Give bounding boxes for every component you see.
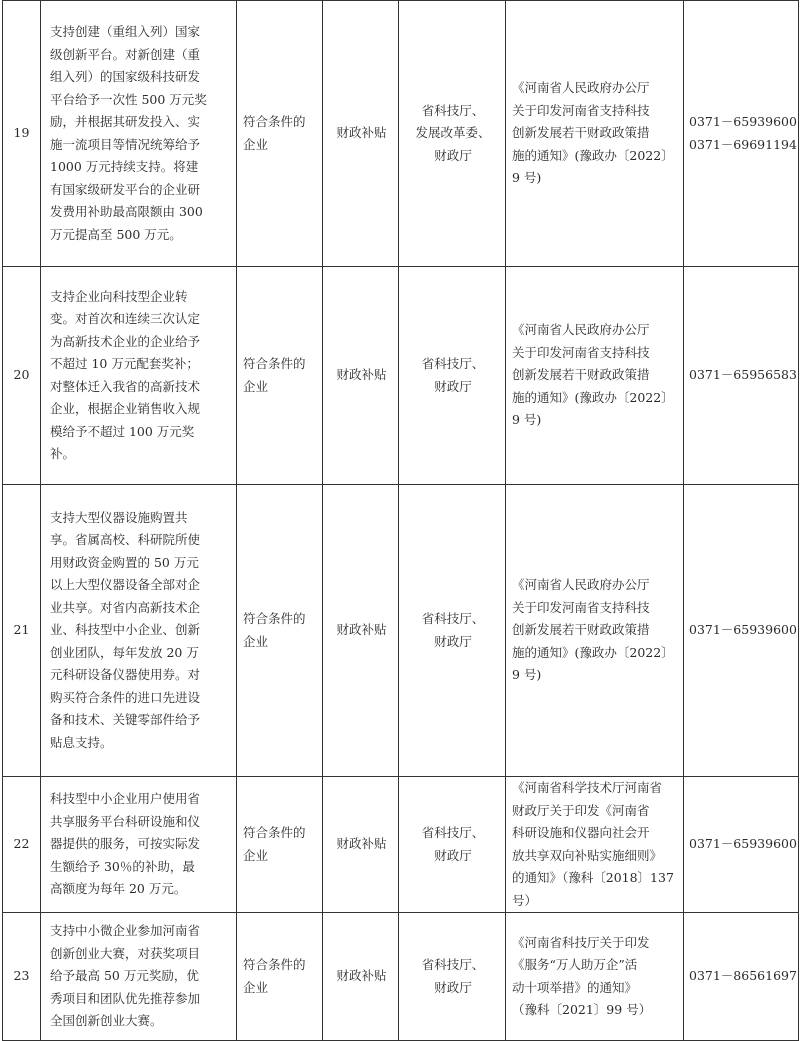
policy-basis: 《河南省人民政府办公厅 关于印发河南省支持科技 创新发展若干财政政策措 施的通知》(豫政办〔2022〕 9 号) <box>506 485 684 777</box>
support-method: 财政补贴 <box>323 267 399 485</box>
policy-content: 支持大型仪器设施购置共 享。省属高校、科研院所使 用财政资金购置的 50 万元 以上大型仪器设备全部对企 业共享。对省内高新技术企 业、科技型中小企业、创新 创业团队，每年发放 20 万 元科研设备仪器使用券。对 购买符合条件的进口先进设 备和技术、关键零部件给予 贴息支持。 <box>41 485 237 777</box>
row-number: 22 <box>3 777 41 913</box>
contact-phone: 0371－65939600 <box>684 777 799 913</box>
target-audience: 符合条件的 企业 <box>237 913 323 1041</box>
policy-basis: 《河南省人民政府办公厅 关于印发河南省支持科技 创新发展若干财政政策措 施的通知》(豫政办〔2022〕 9 号) <box>506 1 684 267</box>
support-method: 财政补贴 <box>323 1 399 267</box>
contact-phone: 0371－65939600 <box>684 485 799 777</box>
contact-phone: 0371－65956583 <box>684 267 799 485</box>
policy-basis: 《河南省科技厅关于印发 《服务“万人助万企”活 动十项举措》的通知》 （豫科〔2021〕99 号） <box>506 913 684 1041</box>
table-row <box>3 1 799 267</box>
department: 省科技厅、 财政厅 <box>399 913 506 1041</box>
policy-content: 支持企业向科技型企业转 变。对首次和连续三次认定 为高新技术企业的企业给予 不超过 10 万元配套奖补； 对整体迁入我省的高新技术 企业，根据企业销售收入规 模给予不超过 100 万元奖 补。 <box>41 267 237 485</box>
target-audience: 符合条件的 企业 <box>237 267 323 485</box>
target-audience: 符合条件的 企业 <box>237 1 323 267</box>
row-number: 23 <box>3 913 41 1041</box>
row-number: 21 <box>3 485 41 777</box>
policy-content: 支持中小微企业参加河南省 创新创业大赛，对获奖项目 给予最高 50 万元奖励，优 秀项目和团队优先推荐参加 全国创新创业大赛。 <box>41 913 237 1041</box>
department: 省科技厅、 财政厅 <box>399 267 506 485</box>
support-method: 财政补贴 <box>323 913 399 1041</box>
table-row <box>3 267 799 485</box>
target-audience: 符合条件的 企业 <box>237 485 323 777</box>
department: 省科技厅、 财政厅 <box>399 485 506 777</box>
policy-content: 支持创建（重组入列）国家 级创新平台。对新创建（重 组入列）的国家级科技研发 平台给予一次性 500 万元奖 励，并根据其研发投入、实 施一流项目等情况统筹给予 1000 万元持续支持。将建 有国家级研发平台的企业研 发费用补助最高限额由 300 万元提高至 500 万元。 <box>41 1 237 267</box>
support-method: 财政补贴 <box>323 777 399 913</box>
table-row <box>3 485 799 777</box>
policy-basis: 《河南省科学技术厅河南省 财政厅关于印发《河南省 科研设施和仪器向社会开 放共享双向补贴实施细则》 的通知》（豫科〔2018〕137 号） <box>506 777 684 913</box>
support-method: 财政补贴 <box>323 485 399 777</box>
table-row <box>3 777 799 913</box>
department: 省科技厅、 财政厅 <box>399 777 506 913</box>
policy-basis: 《河南省人民政府办公厅 关于印发河南省支持科技 创新发展若干财政政策措 施的通知》(豫政办〔2022〕 9 号) <box>506 267 684 485</box>
contact-phone: 0371－86561697 <box>684 913 799 1041</box>
target-audience: 符合条件的 企业 <box>237 777 323 913</box>
department: 省科技厅、 发展改革委、 财政厅 <box>399 1 506 267</box>
row-number: 19 <box>3 1 41 267</box>
policy-content: 科技型中小企业用户使用省 共享服务平台科研设施和仪 器提供的服务，可按实际发 生额给予 30％的补助，最 高额度为每年 20 万元。 <box>41 777 237 913</box>
contact-phone: 0371－65939600 0371－69691194 <box>684 1 799 267</box>
table-row <box>3 913 799 1041</box>
row-number: 20 <box>3 267 41 485</box>
policy-table <box>2 0 799 1041</box>
